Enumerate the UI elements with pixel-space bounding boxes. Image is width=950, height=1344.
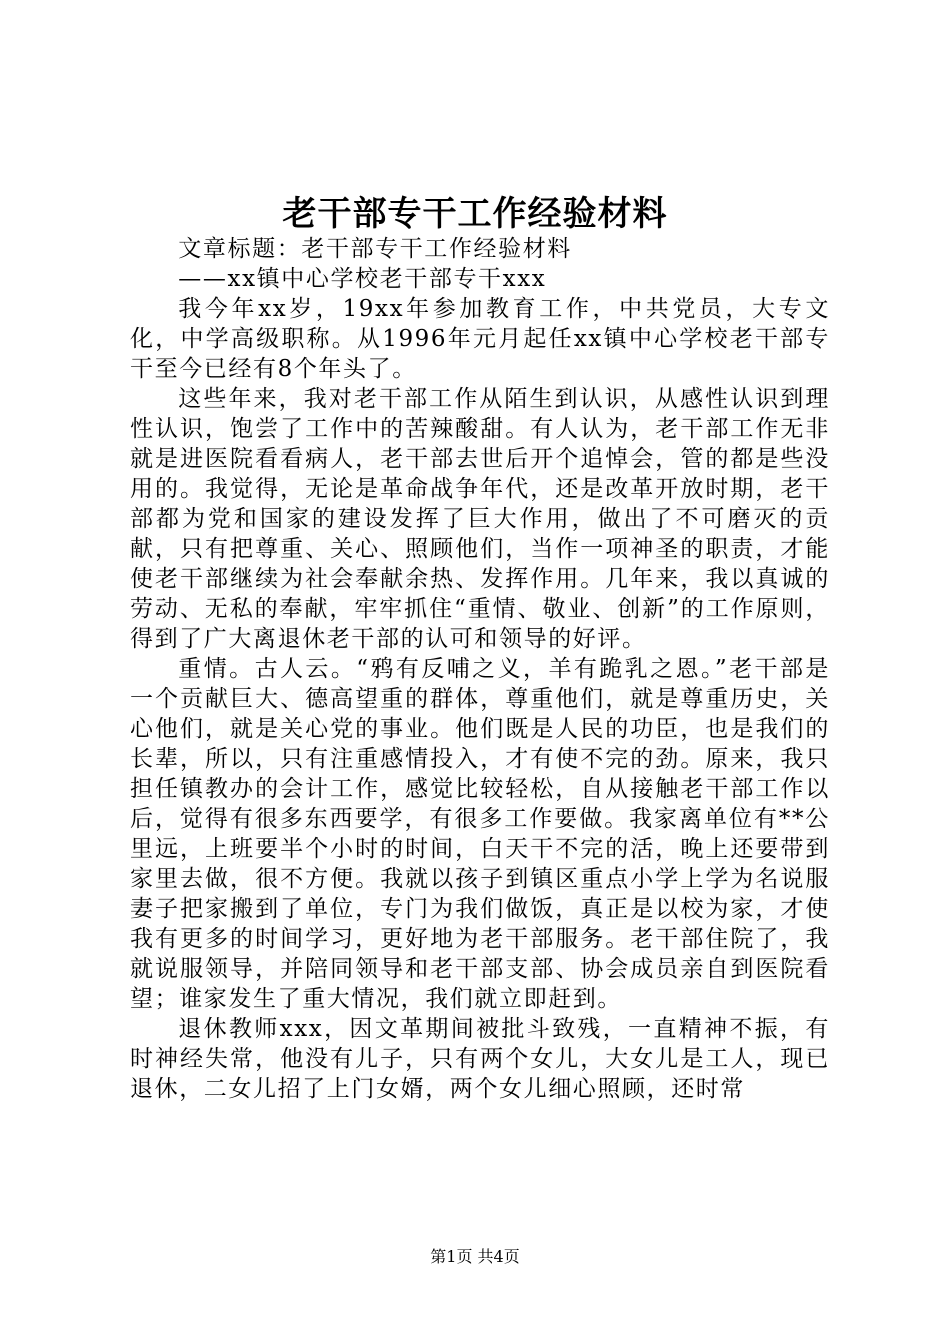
document-body — [130, 234, 830, 1104]
body-paragraph: 退休教师xxx，因文革期间被批斗致残，一直精神不振，有时神经失常，他没有儿子，只有两个女儿，大女儿是工人，现已退休，二女儿招了上门女婿，两个女儿细心照顾，还时常 — [130, 1016, 830, 1102]
page-footer: 第1页 共4页 — [430, 1247, 520, 1266]
body-paragraph: 这些年来，我对老干部工作从陌生到认识，从感性认识到理性认识，饱尝了工作中的苦辣酸甜。有人认为，老干部工作无非就是进医院看看病人，老干部去世后开个追悼会，管的都是些没用的。我觉得，无论是革命战争年代，还是改革开放时期，老干部都为党和国家的建设发挥了巨大作用，做出了不可磨灭的贡献，只有把尊重、关心、照顾他们，当作一项神圣的职责，才能使老干部继续为社会奉献余热、发挥作用。几年来，我以真诚的劳动、无私的奉献，牢牢抓住“重情、敬业、创新”的工作原则，得到了广大离退休老干部的认可和领导的好评。 — [130, 386, 830, 652]
author-line: ——xx镇中心学校老干部专干xxx — [178, 266, 547, 292]
article-heading-line: 文章标题：老干部专干工作经验材料 — [178, 236, 572, 262]
document-title: 老干部专干工作经验材料 — [282, 194, 668, 234]
body-paragraph: 我今年xx岁，19xx年参加教育工作，中共党员，大专文化，中学高级职称。从1996年元月起任xx镇中心学校老干部专干至今已经有8个年头了。 — [130, 296, 830, 382]
body-paragraph: 重情。古人云。“鸦有反哺之义，羊有跪乳之恩。”老干部是一个贡献巨大、德高望重的群体，尊重他们，就是尊重历史，关心他们，就是关心党的事业。他们既是人民的功臣，也是我们的长辈，所以，只有注重感情投入，才有使不完的劲。原来，我只担任镇教办的会计工作，感觉比较轻松，自从接触老干部工作以后，觉得有很多东西要学，有很多工作要做。我家离单位有**公里远，上班要半个小时的时间，白天干不完的活，晚上还要带到家里去做，很不方便。我就以孩子到镇区重点小学上学为名说服妻子把家搬到了单位，专门为我们做饭，真正是以校为家，才使我有更多的时间学习，更好地为老干部服务。老干部住院了，我就说服领导，并陪同领导和老干部支部、协会成员亲自到医院看望；谁家发生了重大情况，我们就立即赶到。 — [130, 656, 830, 1012]
